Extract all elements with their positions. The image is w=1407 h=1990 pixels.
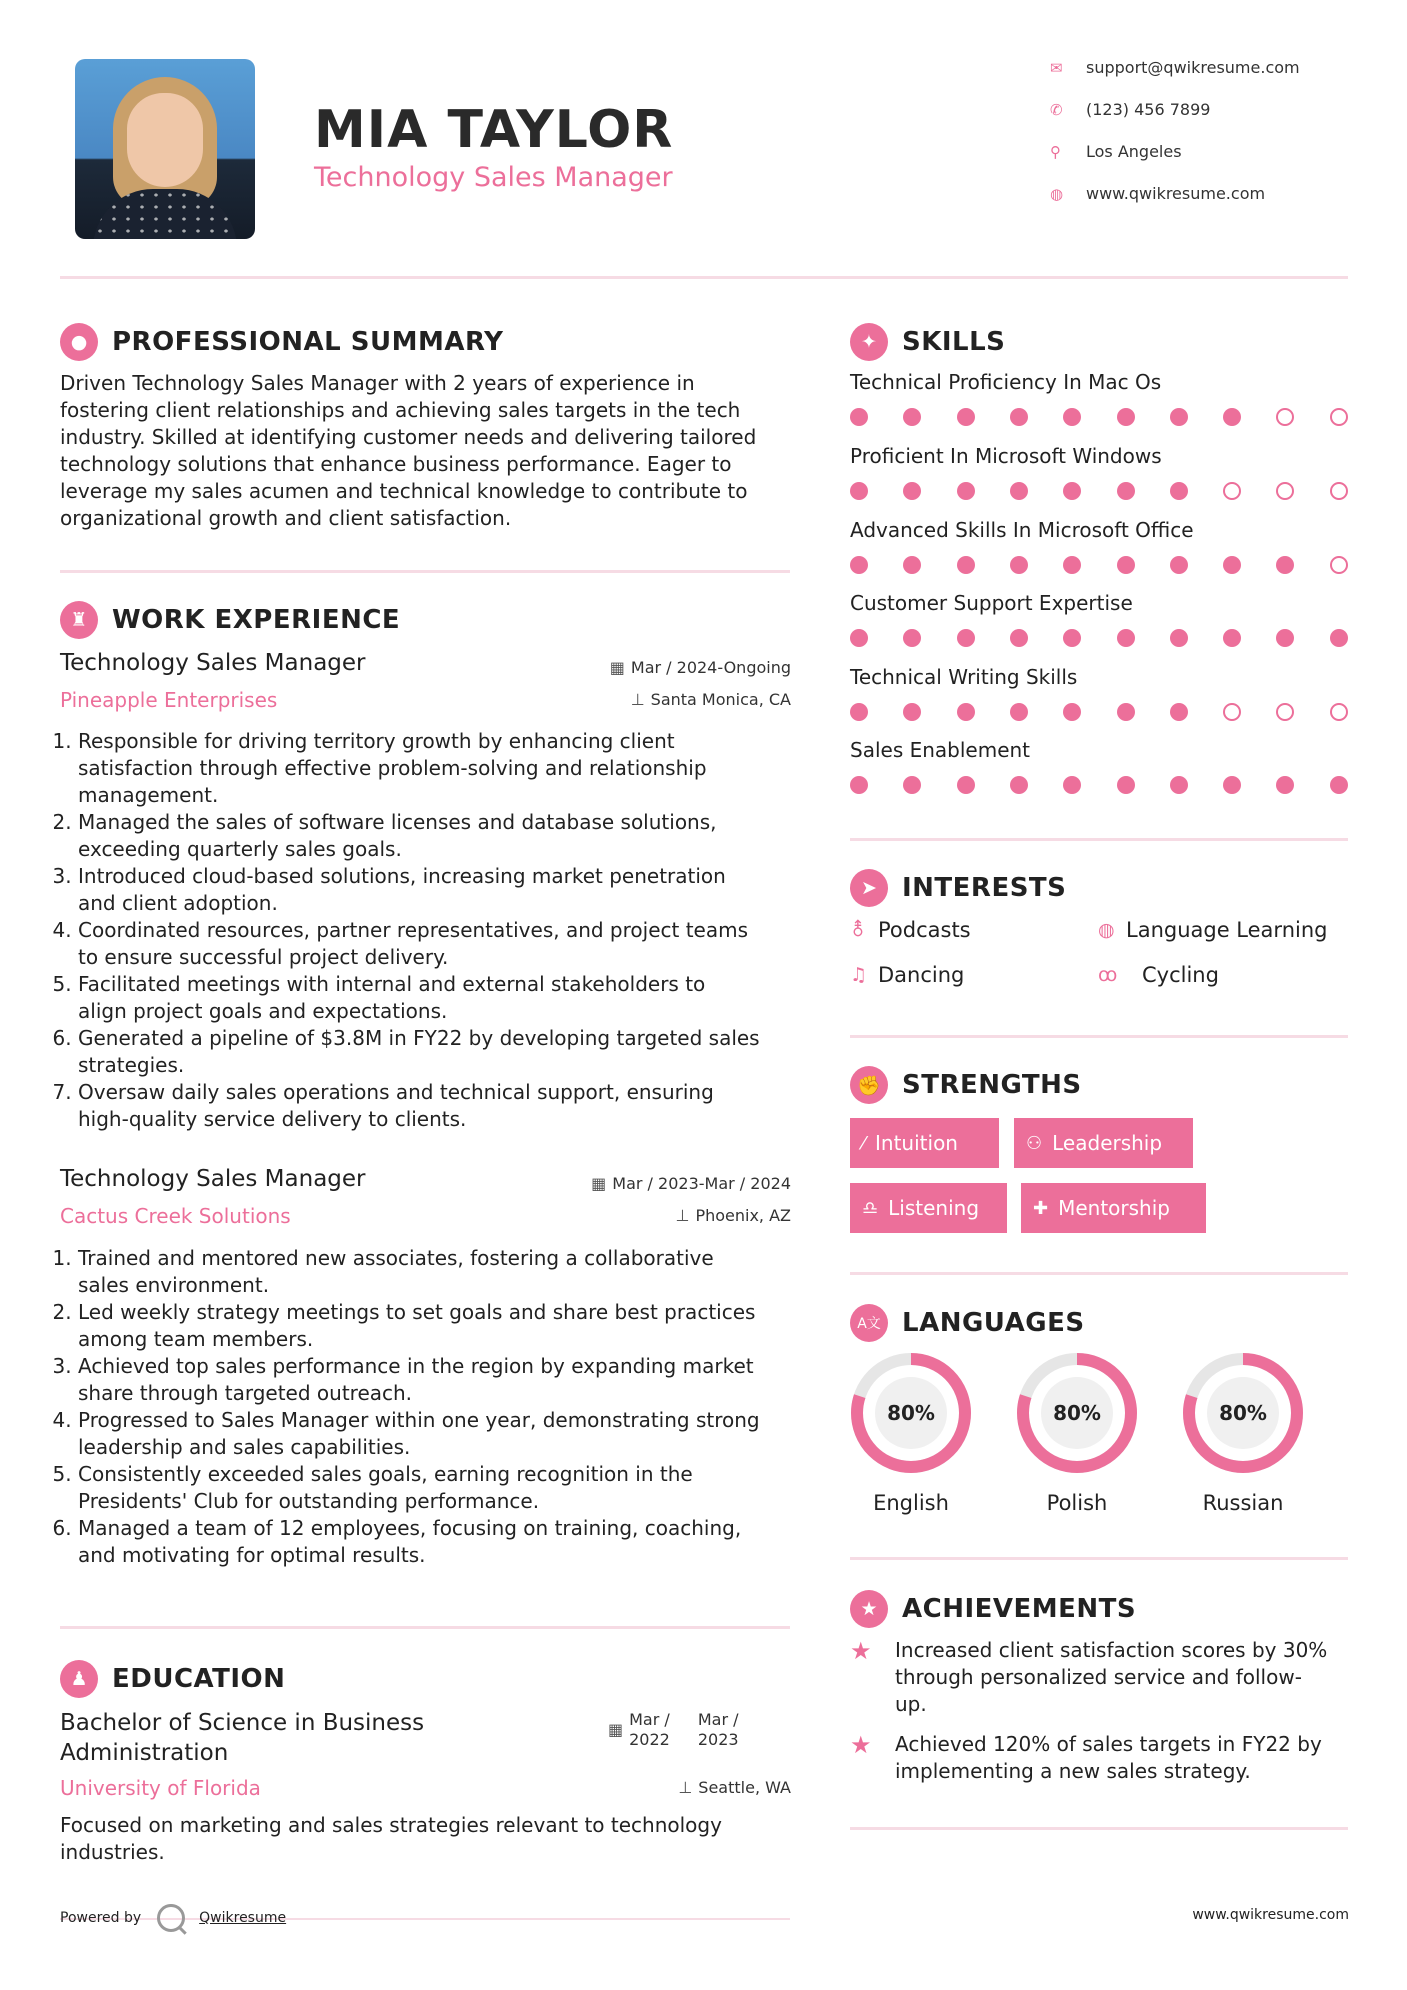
- envelope-icon: ✉: [1050, 58, 1063, 77]
- skill-dot-empty: [1330, 408, 1348, 426]
- language-english: [849, 1351, 973, 1515]
- skill-dot-filled: [850, 556, 868, 574]
- candidate-title: Technology Sales Manager: [314, 162, 673, 193]
- skill-name: Advanced Skills In Microsoft Office: [850, 518, 1194, 542]
- skill-dot-filled: [850, 482, 868, 500]
- interests-divider: [850, 1035, 1348, 1038]
- list-item: 5. Consistently exceeded sales goals, earning recognition in the Presidents' Club for outstanding performance.: [78, 1461, 800, 1515]
- strength-tag: ✚ Mentorship: [1021, 1183, 1206, 1233]
- strengths-divider: [850, 1272, 1348, 1275]
- job-2-title: Technology Sales Manager: [60, 1166, 366, 1192]
- achievement-item: ★ Achieved 120% of sales targets in FY22 by implementing a new sales strategy.: [850, 1731, 1322, 1783]
- skill-dot-filled: [1276, 776, 1294, 794]
- skill-dot-filled: [850, 776, 868, 794]
- skill-name: Technical Proficiency In Mac Os: [850, 370, 1162, 394]
- user-circle-icon: ●: [60, 323, 98, 361]
- skill-dot-filled: [903, 629, 921, 647]
- skill-dot-filled: [1063, 556, 1081, 574]
- skill-dot-filled: [850, 703, 868, 721]
- skill-dot-filled: [1010, 703, 1028, 721]
- interest-language-learning: ◍ Language Learning: [1098, 918, 1328, 942]
- magic-wand-icon: ⁄: [862, 1132, 866, 1154]
- skill-dot-filled: [1117, 408, 1135, 426]
- skill-dot-filled: [1117, 482, 1135, 500]
- skill-dot-filled: [1010, 776, 1028, 794]
- footer-url[interactable]: www.qwikresume.com: [1192, 1907, 1349, 1923]
- strengths-heading-text: STRENGTHS: [902, 1070, 1082, 1100]
- skill-dot-filled: [903, 776, 921, 794]
- skill-dot-filled: [903, 408, 921, 426]
- strength-tag: ⚇ Leadership: [1014, 1118, 1193, 1168]
- powered-by[interactable]: [60, 1904, 286, 1932]
- users-icon: ⚇: [1026, 1132, 1043, 1154]
- list-item: 7. Oversaw daily sales operations and technical support, ensuring high-quality service delivery to clients.: [78, 1079, 800, 1133]
- skill-dot-filled: [850, 629, 868, 647]
- strengths-heading: [850, 1066, 1082, 1104]
- skills-divider: [850, 838, 1348, 841]
- achievement-item: ★ Increased client satisfaction scores by 30% through personalized service and follow- up.: [850, 1637, 1328, 1716]
- language-percent: 80%: [1053, 1401, 1101, 1425]
- skill-dot-empty: [1223, 703, 1241, 721]
- achievements-heading-text: ACHIEVEMENTS: [902, 1594, 1137, 1624]
- skill-dot-filled: [957, 703, 975, 721]
- contact-email-text: support@qwikresume.com: [1086, 58, 1300, 77]
- list-item: 3. Introduced cloud-based solutions, increasing market penetration and client adoption.: [78, 863, 800, 917]
- school-name: University of Florida: [60, 1776, 261, 1800]
- language-polish: [1015, 1351, 1139, 1515]
- job-1-bullets: [60, 728, 800, 1133]
- chair-icon: ♜: [60, 601, 98, 639]
- fist-icon: ✊: [850, 1066, 888, 1104]
- skills-heading: [850, 323, 1005, 361]
- list-item: 3. Achieved top sales performance in the region by expanding market share through targeted outreach.: [78, 1353, 800, 1407]
- job-2-date: ▦ Mar / 2023-Mar / 2024: [591, 1174, 791, 1193]
- skill-dot-filled: [1170, 629, 1188, 647]
- contact-phone: [1050, 100, 1210, 119]
- skill-dot-filled: [1170, 703, 1188, 721]
- qwikresume-logo-icon: [157, 1904, 185, 1932]
- skill-dot-empty: [1223, 482, 1241, 500]
- skill-dot-filled: [1010, 482, 1028, 500]
- calendar-icon: ▦: [609, 658, 625, 677]
- summary-heading: [60, 323, 503, 361]
- skill-dot-filled: [903, 703, 921, 721]
- achievements-divider: [850, 1827, 1348, 1830]
- list-item: 1. Responsible for driving territory growth by enhancing client satisfaction through effective problem-solving and relationship management.: [78, 728, 800, 809]
- contact-website[interactable]: [1050, 184, 1265, 203]
- skill-dot-filled: [1063, 629, 1081, 647]
- list-item: 4. Coordinated resources, partner representatives, and project teams to ensure successful project delivery.: [78, 917, 800, 971]
- powered-by-label: Powered by: [60, 1910, 142, 1926]
- pushpin-icon: ⊥: [678, 1778, 693, 1797]
- skill-dot-filled: [1330, 776, 1348, 794]
- calendar-icon: ▦: [591, 1174, 607, 1193]
- contact-email[interactable]: [1050, 58, 1300, 77]
- skill-dot-filled: [1170, 776, 1188, 794]
- list-item: 6. Generated a pipeline of $3.8M in FY22 by developing targeted sales strategies.: [78, 1025, 800, 1079]
- globe-icon: ◍: [1098, 919, 1115, 941]
- interest-cycling: ꝏ Cycling: [1098, 963, 1219, 987]
- globe-icon: ◍: [1050, 184, 1064, 203]
- skill-dot-filled: [1117, 776, 1135, 794]
- language-icon: A文: [850, 1304, 888, 1342]
- work-divider: [60, 1626, 790, 1629]
- contact-location: [1050, 142, 1182, 161]
- list-item: 2. Led weekly strategy meetings to set goals and share best practices among team members.: [78, 1299, 800, 1353]
- education-location: ⊥ Seattle, WA: [678, 1778, 791, 1797]
- list-item: 6. Managed a team of 12 employees, focusing on training, coaching, and motivating for optimal results.: [78, 1515, 800, 1569]
- education-heading: [60, 1660, 285, 1698]
- skills-heading-text: SKILLS: [902, 327, 1006, 357]
- skill-dot-filled: [1063, 482, 1081, 500]
- language-name: Russian: [1202, 1491, 1284, 1515]
- graduate-icon: ♟: [60, 1660, 98, 1698]
- skill-dot-filled: [1010, 556, 1028, 574]
- language-name: Polish: [1046, 1491, 1108, 1515]
- language-name: English: [873, 1491, 949, 1515]
- map-pin-icon: ⚲: [1050, 142, 1061, 161]
- job-1-location: ⊥ Santa Monica, CA: [630, 690, 791, 709]
- skill-dot-filled: [1223, 776, 1241, 794]
- education-heading-text: EDUCATION: [112, 1664, 286, 1694]
- interest-podcasts: ⚨ Podcasts: [850, 918, 971, 942]
- star-icon: ★: [850, 1590, 888, 1628]
- skill-dot-filled: [1330, 629, 1348, 647]
- skill-dot-empty: [1276, 408, 1294, 426]
- contact-location-text: Los Angeles: [1086, 142, 1182, 161]
- job-2-company: Cactus Creek Solutions: [60, 1204, 291, 1228]
- skill-dot-empty: [1276, 482, 1294, 500]
- skill-dot-filled: [1223, 629, 1241, 647]
- list-item: 4. Progressed to Sales Manager within one year, demonstrating strong leadership and sales capabilities.: [78, 1407, 800, 1461]
- headphones-icon: ♎: [862, 1197, 879, 1219]
- strength-tag: ⁄ Intuition: [850, 1118, 999, 1168]
- skill-dot-filled: [1117, 556, 1135, 574]
- skill-dot-filled: [1223, 556, 1241, 574]
- languages-heading-text: LANGUAGES: [902, 1308, 1085, 1338]
- calendar-icon: ▦: [608, 1720, 624, 1739]
- interest-dancing: ♫ Dancing: [850, 963, 965, 987]
- skill-dot-filled: [903, 482, 921, 500]
- skill-dot-filled: [1276, 629, 1294, 647]
- skill-dot-filled: [1170, 482, 1188, 500]
- skill-dot-empty: [1276, 703, 1294, 721]
- language-percent: 80%: [1219, 1401, 1267, 1425]
- languages-divider: [850, 1557, 1348, 1560]
- list-item: 2. Managed the sales of software licenses and database solutions, exceeding quarterly sales goals.: [78, 809, 800, 863]
- language-russian: [1181, 1351, 1305, 1515]
- summary-heading-text: PROFESSIONAL SUMMARY: [112, 327, 504, 357]
- pushpin-icon: ⊥: [630, 690, 645, 709]
- skill-dot-filled: [1010, 629, 1028, 647]
- languages-heading: [850, 1304, 1085, 1342]
- lightbulb-icon: ✦: [850, 323, 888, 361]
- interests-heading: [850, 869, 1066, 907]
- profile-photo: [75, 59, 255, 239]
- skill-dot-filled: [957, 482, 975, 500]
- skill-name: Proficient In Microsoft Windows: [850, 444, 1162, 468]
- skill-dot-filled: [1010, 408, 1028, 426]
- job-1-title: Technology Sales Manager: [60, 650, 366, 676]
- skill-dot-filled: [1117, 703, 1135, 721]
- skill-dot-filled: [1117, 629, 1135, 647]
- skill-name: Customer Support Expertise: [850, 591, 1133, 615]
- pushpin-icon: ⊥: [675, 1206, 690, 1225]
- user-plus-icon: ✚: [1033, 1197, 1049, 1219]
- language-percent: 80%: [887, 1401, 935, 1425]
- education-description: Focused on marketing and sales strategies relevant to technology industries.: [60, 1813, 722, 1864]
- shooting-star-icon: ★: [850, 1637, 872, 1665]
- paper-plane-icon: ➤: [850, 869, 888, 907]
- skill-dot-filled: [957, 776, 975, 794]
- skill-dot-filled: [1223, 408, 1241, 426]
- skill-dot-filled: [957, 629, 975, 647]
- achievements-heading: [850, 1590, 1136, 1628]
- summary-divider: [60, 570, 790, 573]
- contact-website-text: www.qwikresume.com: [1086, 184, 1266, 203]
- skill-dot-filled: [1170, 556, 1188, 574]
- skill-name: Technical Writing Skills: [850, 665, 1078, 689]
- header-divider: [60, 276, 1348, 279]
- list-item: 1. Trained and mentored new associates, fostering a collaborative sales environment.: [78, 1245, 800, 1299]
- skill-dot-empty: [1330, 703, 1348, 721]
- contact-phone-text: (123) 456 7899: [1086, 100, 1211, 119]
- skill-name: Sales Enablement: [850, 738, 1031, 762]
- skill-dot-filled: [1276, 556, 1294, 574]
- skill-dot-filled: [1063, 408, 1081, 426]
- shooting-star-icon: ★: [850, 1731, 872, 1759]
- skill-dot-filled: [1063, 776, 1081, 794]
- skill-dot-empty: [1330, 482, 1348, 500]
- phone-icon: ✆: [1050, 100, 1063, 119]
- skill-dot-empty: [1330, 556, 1348, 574]
- job-1-company: Pineapple Enterprises: [60, 688, 278, 712]
- skill-dot-filled: [957, 556, 975, 574]
- interests-heading-text: INTERESTS: [902, 873, 1067, 903]
- job-1-date: ▦ Mar / 2024-Ongoing: [609, 658, 791, 677]
- resume-header: [0, 0, 1407, 280]
- work-heading: [60, 601, 400, 639]
- summary-text: Driven Technology Sales Manager with 2 years of experience in fostering client relationships and achieving sales targets in the tech industry. Skilled at identifying customer needs and delivering tailored technology solutions that enhance business performance. Eager to leverage my sales acumen and technical knowledge to contribute to organizational growth and client satisfaction.: [60, 371, 757, 530]
- skill-dot-filled: [1063, 703, 1081, 721]
- list-item: 5. Facilitated meetings with internal and external stakeholders to align project goals and expectations.: [78, 971, 800, 1025]
- skill-dot-filled: [850, 408, 868, 426]
- job-2-bullets: [60, 1245, 800, 1569]
- job-2-location: ⊥ Phoenix, AZ: [675, 1206, 791, 1225]
- strength-tag: ♎ Listening: [850, 1183, 1007, 1233]
- skill-dot-filled: [957, 408, 975, 426]
- work-heading-text: WORK EXPERIENCE: [112, 605, 401, 635]
- degree-title: Bachelor of Science in Business Administration: [60, 1710, 425, 1766]
- skill-dot-filled: [903, 556, 921, 574]
- education-date: ▦ Mar / 2022 Mar / 2023: [608, 1710, 739, 1749]
- brand-link[interactable]: Qwikresume: [199, 1910, 287, 1926]
- microphone-icon: ⚨: [850, 919, 866, 941]
- skill-dot-filled: [1170, 408, 1188, 426]
- music-note-icon: ♫: [850, 964, 868, 986]
- bicycle-icon: ꝏ: [1098, 964, 1118, 986]
- candidate-name: MIA TAYLOR: [314, 100, 674, 160]
